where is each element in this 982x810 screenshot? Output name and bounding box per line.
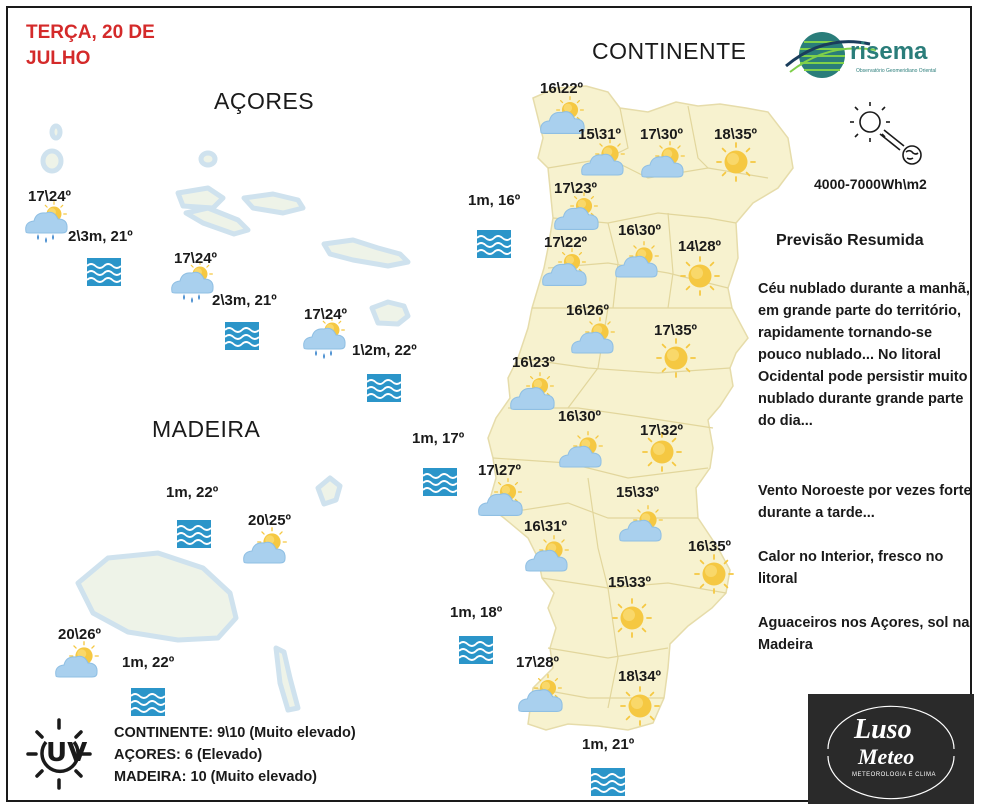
summary-title: Previsão Resumida <box>776 232 924 249</box>
region-label-madeira: MADEIRA <box>152 416 261 442</box>
forecast-temp-continente-4: 17\23º <box>554 180 598 197</box>
cloud-rain-sun-icon <box>304 318 345 359</box>
madeira-islands <box>78 478 340 710</box>
forecast-temp-continente-9: 17\35º <box>654 322 698 339</box>
map-frame <box>6 6 972 802</box>
risema-name: risema <box>850 38 928 65</box>
risema-logo <box>784 26 964 84</box>
forecast-temp-acores-0: 17\24º <box>28 188 72 205</box>
forecast-temp-continente-19: 18\34º <box>618 668 662 685</box>
region-label-acores: AÇORES <box>214 88 315 114</box>
summary-paragraph-1: Céu nublado durante a manhã, em grande parte do território, rapidamente tornando-se pouco nublado... No litoral Ocidental pode persistir muito nublado durante grande parte do dia... <box>758 281 970 429</box>
forecast-temp-continente-0: 16\22º <box>540 80 584 97</box>
forecast-temp-continente-12: 17\32º <box>640 422 684 439</box>
forecast-temp-continente-16: 16\35º <box>688 538 732 555</box>
uv-continente: CONTINENTE: 9\10 (Muito elevado) <box>114 725 356 741</box>
sea-label-continente-0: 1m, 16º <box>468 192 521 209</box>
cloud-rain-sun-icon <box>26 202 67 243</box>
date-line2: JULHO <box>26 48 91 69</box>
region-label-continente: CONTINENTE <box>592 38 747 64</box>
lusometeo-logo <box>808 694 974 804</box>
forecast-temp-continente-14: 15\33º <box>616 484 660 501</box>
wave-icon <box>87 258 121 286</box>
forecast-temp-continente-10: 16\23º <box>512 354 556 371</box>
forecast-temp-acores-1: 17\24º <box>174 250 218 267</box>
sea-label-madeira-0: 1m, 22º <box>166 484 219 501</box>
wave-icon <box>131 688 165 716</box>
forecast-temp-continente-18: 17\28º <box>516 654 560 671</box>
solar-radiation-icon <box>844 100 924 170</box>
wave-icon <box>423 468 457 496</box>
cloud-rain-sun-icon <box>172 262 213 303</box>
wave-icon <box>477 230 511 258</box>
forecast-temp-madeira-0: 20\25º <box>248 512 292 529</box>
forecast-temp-continente-2: 17\30º <box>640 126 684 143</box>
forecast-temp-madeira-1: 20\26º <box>58 626 102 643</box>
uv-madeira: MADEIRA: 10 (Muito elevado) <box>114 769 318 785</box>
sun-cloud-icon <box>56 642 99 677</box>
wave-icon <box>591 768 625 796</box>
uv-acores: AÇORES: 6 (Elevado) <box>114 747 263 763</box>
uv-icon <box>24 716 94 792</box>
date-line1: TERÇA, 20 DE <box>26 22 155 43</box>
sea-label-continente-1: 1m, 17º <box>412 430 465 447</box>
uv-icon-text: UV <box>46 738 88 768</box>
summary-paragraph-4: Aguaceiros nos Açores, sol na Madeira <box>758 615 970 653</box>
forecast-temp-continente-7: 14\28º <box>678 238 722 255</box>
forecast-temp-continente-3: 18\35º <box>714 126 758 143</box>
forecast-temp-continente-17: 15\33º <box>608 574 652 591</box>
wave-icon <box>177 520 211 548</box>
sea-label-continente-3: 1m, 21º <box>582 736 635 753</box>
sea-label-acores-2: 1\2m, 22º <box>352 342 417 359</box>
forecast-temp-continente-11: 16\30º <box>558 408 602 425</box>
summary-paragraph-2: Vento Noroeste por vezes forte durante a tarde... <box>758 483 972 521</box>
wave-icon <box>459 636 493 664</box>
forecast-temp-continente-8: 16\26º <box>566 302 610 319</box>
forecast-temp-continente-1: 15\31º <box>578 126 622 143</box>
summary-paragraph-3: Calor no Interior, fresco no litoral <box>758 549 944 587</box>
solar-radiation-value: 4000-7000Wh\m2 <box>814 176 927 192</box>
wave-icon <box>225 322 259 350</box>
sea-label-continente-2: 1m, 18º <box>450 604 503 621</box>
forecast-temp-continente-5: 17\22º <box>544 234 588 251</box>
sea-label-madeira-1: 1m, 22º <box>122 654 175 671</box>
sea-label-acores-0: 2\3m, 21º <box>68 228 133 245</box>
wave-icon <box>367 374 401 402</box>
lusometeo-line2: Meteo <box>858 744 915 769</box>
forecast-temp-continente-15: 16\31º <box>524 518 568 535</box>
lusometeo-sub: METEOROLOGIA E CLIMA <box>852 772 937 778</box>
risema-tagline: Observatório Geomeridiano Oriental <box>856 68 937 74</box>
forecast-temp-acores-2: 17\24º <box>304 306 348 323</box>
forecast-temp-continente-13: 17\27º <box>478 462 522 479</box>
sun-cloud-icon <box>244 528 287 563</box>
sea-label-acores-1: 2\3m, 21º <box>212 292 277 309</box>
forecast-temp-continente-6: 16\30º <box>618 222 662 239</box>
lusometeo-line1: Luso <box>854 714 912 745</box>
